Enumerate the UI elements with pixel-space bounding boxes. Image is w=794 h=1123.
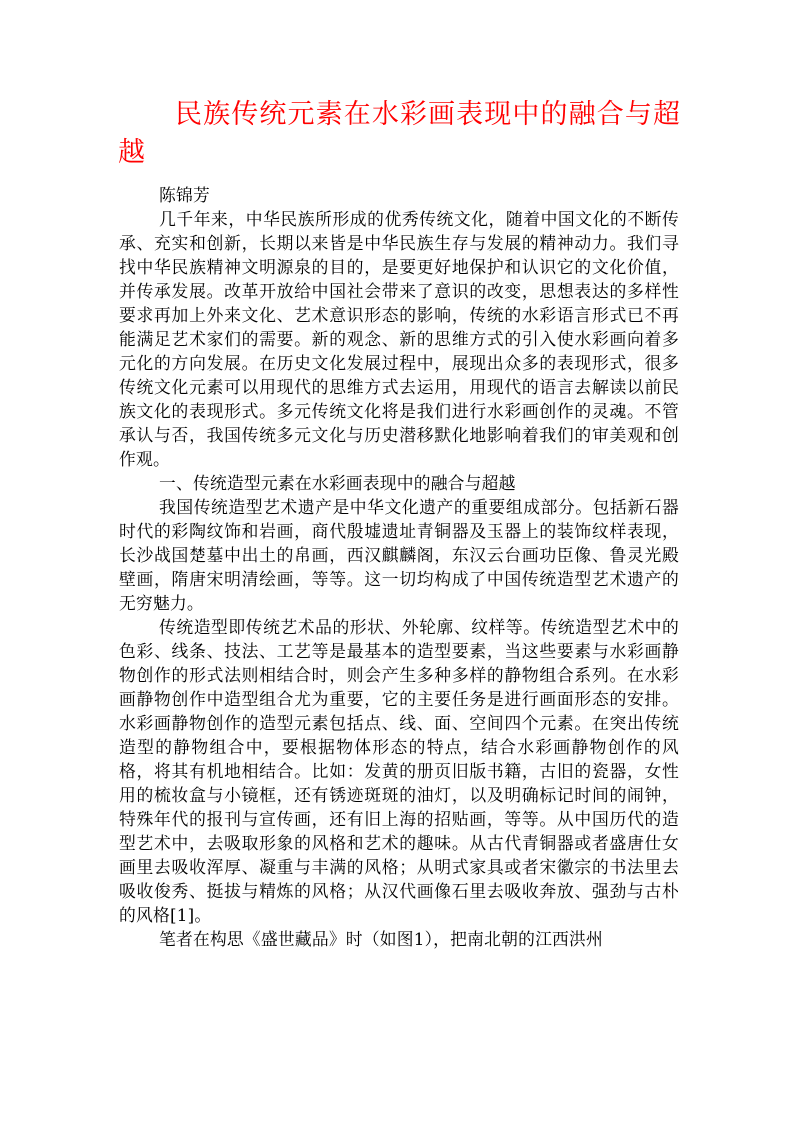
paragraph-author-work: 笔者在构思《盛世藏品》时（如图1），把南北朝的江西洪州 xyxy=(159,929,603,949)
paragraph-intro: 几千年来，中华民族所形成的优秀传统文化，随着中国文化的不断传承、充实和创新，长期以来皆是中华民族生存与发展的精神动力。我们寻找中华民族精神文明源泉的目的，是要更好地保护和认识它的文化价值，并传承发展。改革开放给中国社会带来了意识的改变，思想表达的多样性要求再加上外来文化、艺术意识形态的影响，传统的水彩语言形式已不再能满足艺术家们的需要。新的观念、新的思维方式的引入使水彩画向着多元化的方向发展。在历史文化发展过程中，展现出众多的表现形式，很多传统文化元素可以用现代的思维方式去运用，用现代的语言去解读以前民族文化的表现形式。多元传统文化将是我们进行水彩画创作的灵魂。不管承认与否，我国传统多元文化与历史潜移默化地影响着我们的审美观和创作观。 xyxy=(119,209,679,469)
paragraph-traditional-shape: 传统造型即传统艺术品的形状、外轮廓、纹样等。传统造型艺术中的色彩、线条、技法、工艺等是最基本的造型要素，当这些要素与水彩画静物创作的形式法则相结合时，则会产生多种多样的静物组合系列。在水彩画静物创作中造型组合尤为重要，它的主要任务是进行画面形态的安排。水彩画静物创作的造型元素包括点、线、面、空间四个元素。在突出传统造型的静物组合中，要根据物体形态的特点，结合水彩画静物创作的风格，将其有机地相结合。比如：发黄的册页旧版书籍，古旧的瓷器，女性用的梳妆盒与小镜框，还有锈迹斑斑的油灯，以及明确标记时间的闹钟，特殊年代的报刊与宣传画，还有旧上海的招贴画，等等。从中国历代的造型艺术中，去吸取形象的风格和艺术的趣味。从古代青铜器或者盛唐仕女画里去吸收浑厚、凝重与丰满的风格；从明式家具或者宋徽宗的书法里去吸收俊秀、挺拔与精炼的风格；从汉代画像石里去吸收奔放、强劲与古朴的风格[1]。 xyxy=(119,617,679,925)
document-title: 民族传统元素在水彩画表现中的融合与超越 xyxy=(118,99,680,168)
section-heading: 一、传统造型元素在水彩画表现中的融合与超越 xyxy=(159,473,516,493)
author-name: 陈锦芳 xyxy=(159,185,210,205)
document-body xyxy=(119,183,679,951)
paragraph-heritage: 我国传统造型艺术遗产是中华文化遗产的重要组成部分。包括新石器时代的彩陶纹饰和岩画，商代殷墟遗址青铜器及玉器上的装饰纹样表现，长沙战国楚墓中出土的帛画，西汉麒麟阁，东汉云台画功臣像、鲁灵光殿壁画，隋唐宋明清绘画，等等。这一切均构成了中国传统造型艺术遗产的无穷魅力。 xyxy=(119,497,679,613)
